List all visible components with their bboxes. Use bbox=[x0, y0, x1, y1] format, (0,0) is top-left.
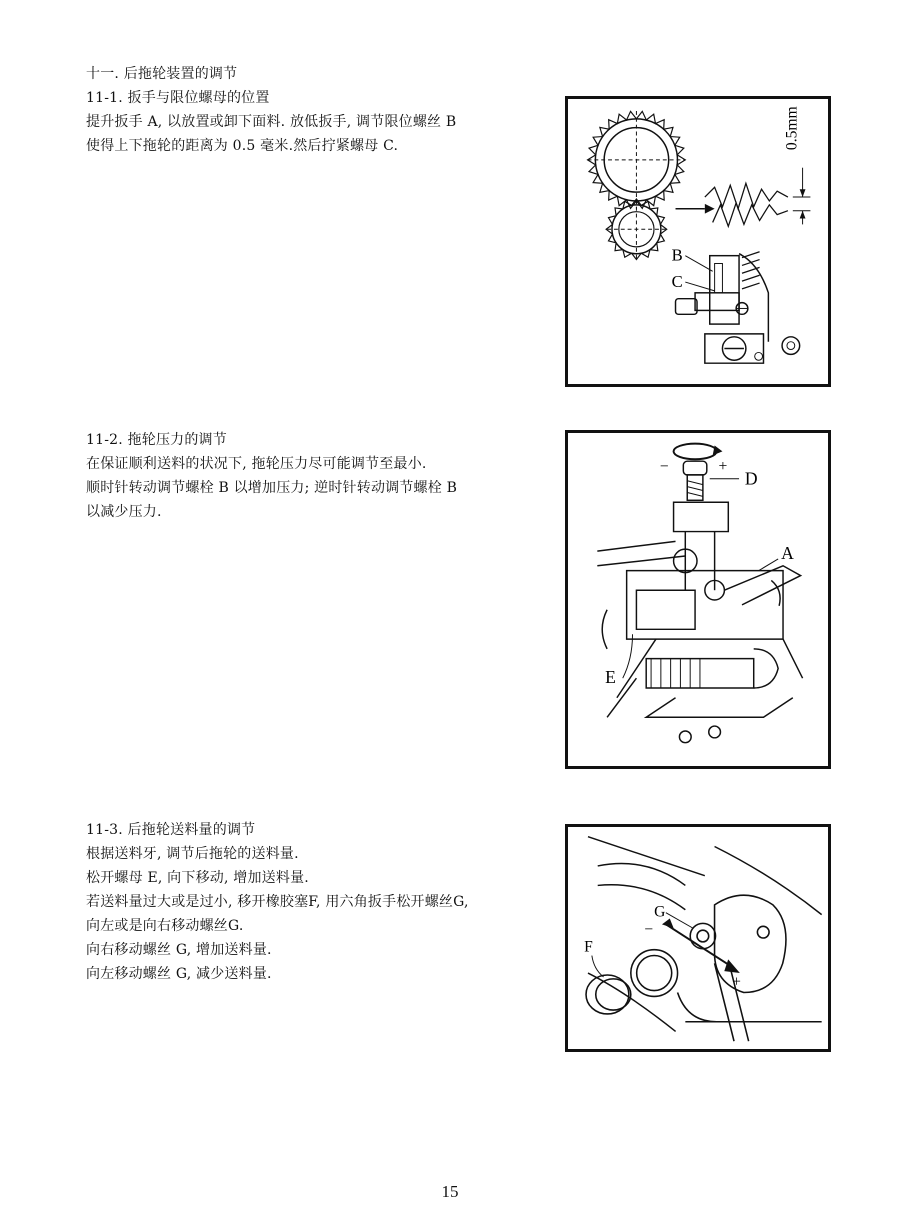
paragraph-line: 以减少压力. bbox=[86, 504, 162, 520]
heading-11-2: 11-2. 拖轮压力的调节 bbox=[86, 432, 227, 448]
minus-sign: − bbox=[659, 457, 669, 475]
rubber-plug-icon bbox=[586, 950, 716, 1022]
paragraph-line: 顺时针转动调节螺栓 B 以增加压力; 逆时针转动调节螺栓 B bbox=[86, 480, 458, 496]
lower-roller-gear-icon bbox=[606, 199, 667, 260]
feed-amount-diagram bbox=[568, 827, 828, 1049]
heading-11-3: 11-3. 后拖轮送料量的调节 bbox=[86, 822, 256, 838]
paragraph-line: 松开螺母 E, 向下移动, 增加送料量. bbox=[86, 870, 309, 886]
label-f: F bbox=[584, 938, 593, 956]
label-e: E bbox=[605, 667, 616, 688]
label-g: G bbox=[654, 903, 666, 921]
teeth-detail-icon bbox=[705, 168, 811, 227]
heading-11-1: 11-1. 扳手与限位螺母的位置 bbox=[86, 90, 270, 106]
figure-roller-pressure bbox=[565, 430, 831, 769]
rotation-arrow-icon bbox=[674, 444, 723, 460]
label-d: D bbox=[744, 468, 758, 489]
paragraph-line: 向左或是向右移动螺丝G. bbox=[86, 918, 244, 934]
section-11-3-text bbox=[86, 818, 536, 986]
paragraph-line: 根据送料牙, 调节后拖轮的送料量. bbox=[86, 846, 299, 862]
presser-mechanism-icon bbox=[597, 502, 802, 742]
label-b: B bbox=[671, 245, 683, 265]
paragraph-line: 提升扳手 A, 以放置或卸下面料. 放低扳手, 调节限位螺丝 B bbox=[86, 114, 457, 130]
paragraph-line: 向右移动螺丝 G, 增加送料量. bbox=[86, 942, 272, 958]
paragraph-line: 若送料量过大或是过小, 移开橡胶塞F, 用六角扳手松开螺丝G, bbox=[86, 894, 469, 910]
page-number: 15 bbox=[441, 1182, 459, 1201]
direction-arrow-icon bbox=[662, 919, 740, 974]
roller-arm-icon bbox=[690, 895, 786, 1041]
plus-sign: + bbox=[718, 457, 728, 475]
paragraph-line: 向左移动螺丝 G, 减少送料量. bbox=[86, 966, 272, 982]
pressure-screw-icon bbox=[683, 461, 706, 500]
section-11-2-text bbox=[86, 428, 536, 524]
plus-sign: + bbox=[732, 973, 741, 991]
upper-roller-gear-icon bbox=[588, 111, 686, 209]
gap-dimension-label: 0.5mm bbox=[783, 106, 801, 151]
paragraph-line: 使得上下拖轮的距离为 0.5 毫米.然后拧紧螺母 C. bbox=[86, 138, 399, 154]
label-c: C bbox=[671, 271, 683, 291]
figure-feed-amount bbox=[565, 824, 831, 1052]
roller-gap-diagram bbox=[568, 99, 828, 384]
paragraph-line: 在保证顺利送料的状况下, 拖轮压力尽可能调节至最小. bbox=[86, 456, 427, 472]
section-11-1-text bbox=[86, 62, 536, 158]
section-title: 十一. 后拖轮装置的调节 bbox=[86, 66, 238, 82]
machine-body-icon bbox=[588, 837, 822, 1032]
figure-roller-gap bbox=[565, 96, 831, 387]
minus-sign: − bbox=[644, 921, 654, 939]
label-a: A bbox=[781, 542, 794, 563]
roller-pressure-diagram bbox=[568, 433, 828, 766]
stop-screw-assembly-icon bbox=[676, 252, 800, 363]
arrow-right-icon bbox=[676, 204, 715, 214]
